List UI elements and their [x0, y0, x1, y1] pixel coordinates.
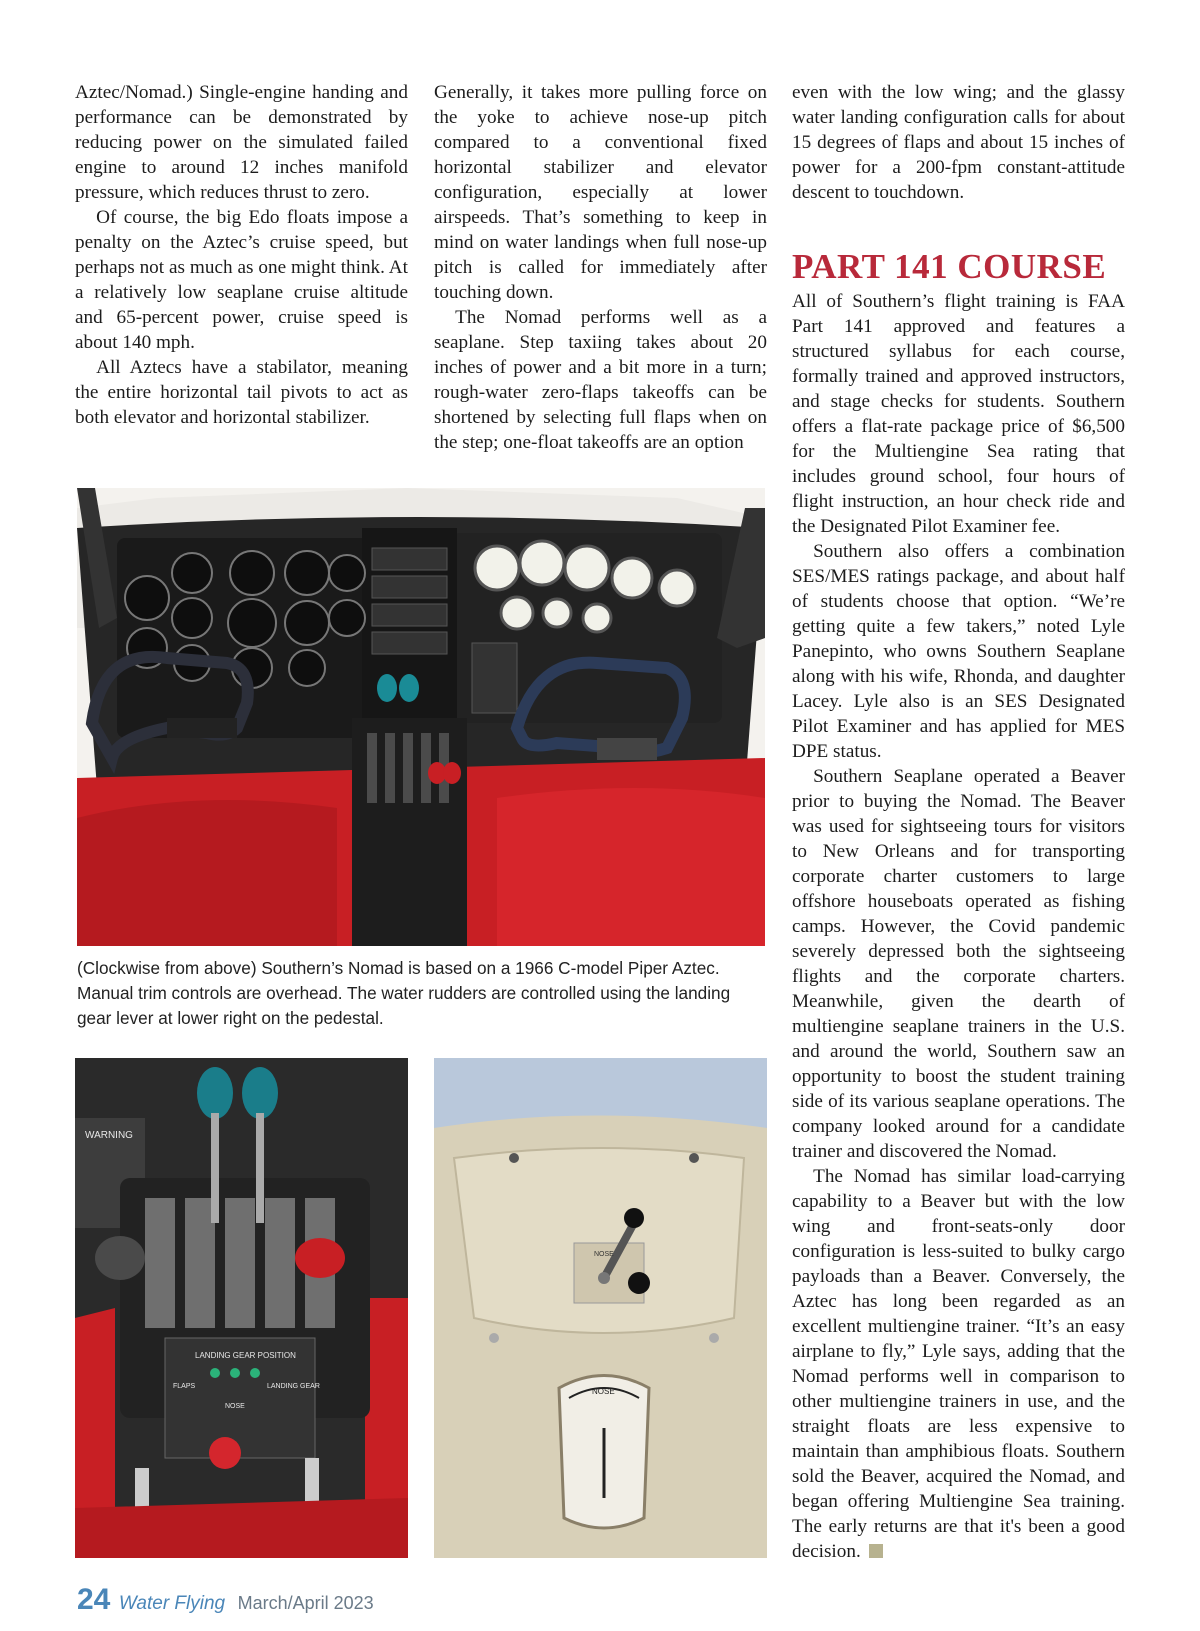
- paragraph: Southern also offers a combination SES/MES ratings package, and about half of students choose that option. “We’re getting quite a few takers,” noted Lyle Panepinto, who owns Southern Seaplane along with his wife, Rhonda, and daughter Lacey. Lyle also is an SES Designated Pilot Examiner and has applied for MES DPE status.: [792, 541, 1125, 762]
- magazine-name: Water Flying: [118, 1593, 226, 1614]
- placard-nose: NOSE: [225, 1403, 245, 1410]
- throttle-quadrant-photo: [75, 1058, 408, 1558]
- text-column-1: [75, 80, 408, 430]
- page-number: 24: [77, 1583, 111, 1616]
- paragraph: even with the low wing; and the glassy water landing configuration calls for about 15 degrees of flaps and about 15 inches of power for a 200-fpm constant-attitude descent to touchdown.: [792, 82, 1125, 203]
- paragraph: All Aztecs have a stabilator, meaning the entire horizontal tail pivots to act as both elevator and horizontal stabilizer.: [75, 357, 408, 428]
- overhead-trim-photo: [434, 1058, 767, 1558]
- placard-flaps: FLAPS: [173, 1383, 196, 1390]
- text-column-3: [792, 80, 1125, 1564]
- placard-warning: WARNING: [85, 1130, 133, 1141]
- paragraph: Southern Seaplane operated a Beaver prior to buying the Nomad. The Beaver was used for sightseeing tours for visitors to New Orleans and for transporting corporate charter customers to large offshore houseboats operated as fishing camps. However, the Covid pandemic severely depressed both the sightseeing flights and the corporate charters. Meanwhile, given the dearth of multiengine seaplane trainers in the U.S. and around the world, Southern saw an opportunity to boost the student training side of its various seaplane operations. The company looked around for a candidate trainer and discovered the Nomad.: [792, 766, 1125, 1162]
- trim-label-bottom: NOSE: [592, 1387, 615, 1396]
- paragraph: Of course, the big Edo floats impose a penalty on the Aztec’s cruise speed, but perhaps not as much as one might think. At a relatively low seaplane cruise altitude and 65-percent power, cruise speed is about 140 mph.: [75, 207, 408, 353]
- paragraph: Generally, it takes more pulling force on the yoke to achieve nose-up pitch compared to a conventional fixed horizontal stabilizer and elevator configuration, especially at lower airspeeds. That’s something to keep in mind on water landings when full nose-up pitch is called for immediately after touching down.: [434, 82, 767, 303]
- paragraph: Aztec/Nomad.) Single-engine handing and performance can be demonstrated by reducing power on the simulated failed engine to around 12 inches manifold pressure, which reduces thrust to zero.: [75, 82, 408, 203]
- paragraph-text: The Nomad has similar load-carrying capability to a Beaver but with the low wing and front-seats-only door configuration is less-suited to bulky cargo payloads than a Beaver. Conversely, the Aztec has long been regarded as an excellent multiengine trainer. “It’s an easy airplane to fly,” Lyle says, adding that the Nomad performs well in comparison to other multiengine trainers in use, and the straight floats are less expensive to maintain than amphibious floats. Southern sold the Beaver, acquired the Nomad, and began offering Multiengine Sea training. The early returns are that it's been a good decision.: [792, 1166, 1125, 1562]
- paragraph-last: [792, 1164, 1125, 1564]
- trim-label-top: NOSE: [594, 1251, 614, 1258]
- placard-landing-gear: LANDING GEAR POSITION: [195, 1351, 296, 1360]
- paragraph: All of Southern’s flight training is FAA Part 141 approved and features a structured syllabus for each course, formally trained and approved instructors, and stage checks for students. Southern offers a flat-rate package price of $6,500 for the Multiengine Sea rating that includes ground school, four hours of flight instruction, an hour check ride and the Designated Pilot Examiner fee.: [792, 291, 1125, 537]
- section-heading: PART 141 COURSE: [792, 247, 1107, 286]
- page-footer: [77, 1583, 374, 1623]
- end-mark-icon: [869, 1544, 883, 1558]
- cockpit-photo: [77, 488, 765, 946]
- issue-date: March/April 2023: [237, 1593, 374, 1613]
- paragraph: The Nomad performs well as a seaplane. Step taxiing takes about 20 inches of power and a bit more in a turn; rough-water zero-flaps takeoffs can be shortened by selecting full flaps when on the step; one-float takeoffs are an option: [434, 307, 767, 453]
- photo-caption: (Clockwise from above) Southern’s Nomad is based on a 1966 C-model Piper Aztec. Manual trim controls are overhead. The water rudders are controlled using the landing gear lever at lower right on the pedestal.: [77, 958, 731, 1028]
- placard-landing-gear-lever: LANDING GEAR: [267, 1383, 320, 1390]
- text-column-2: [434, 80, 767, 455]
